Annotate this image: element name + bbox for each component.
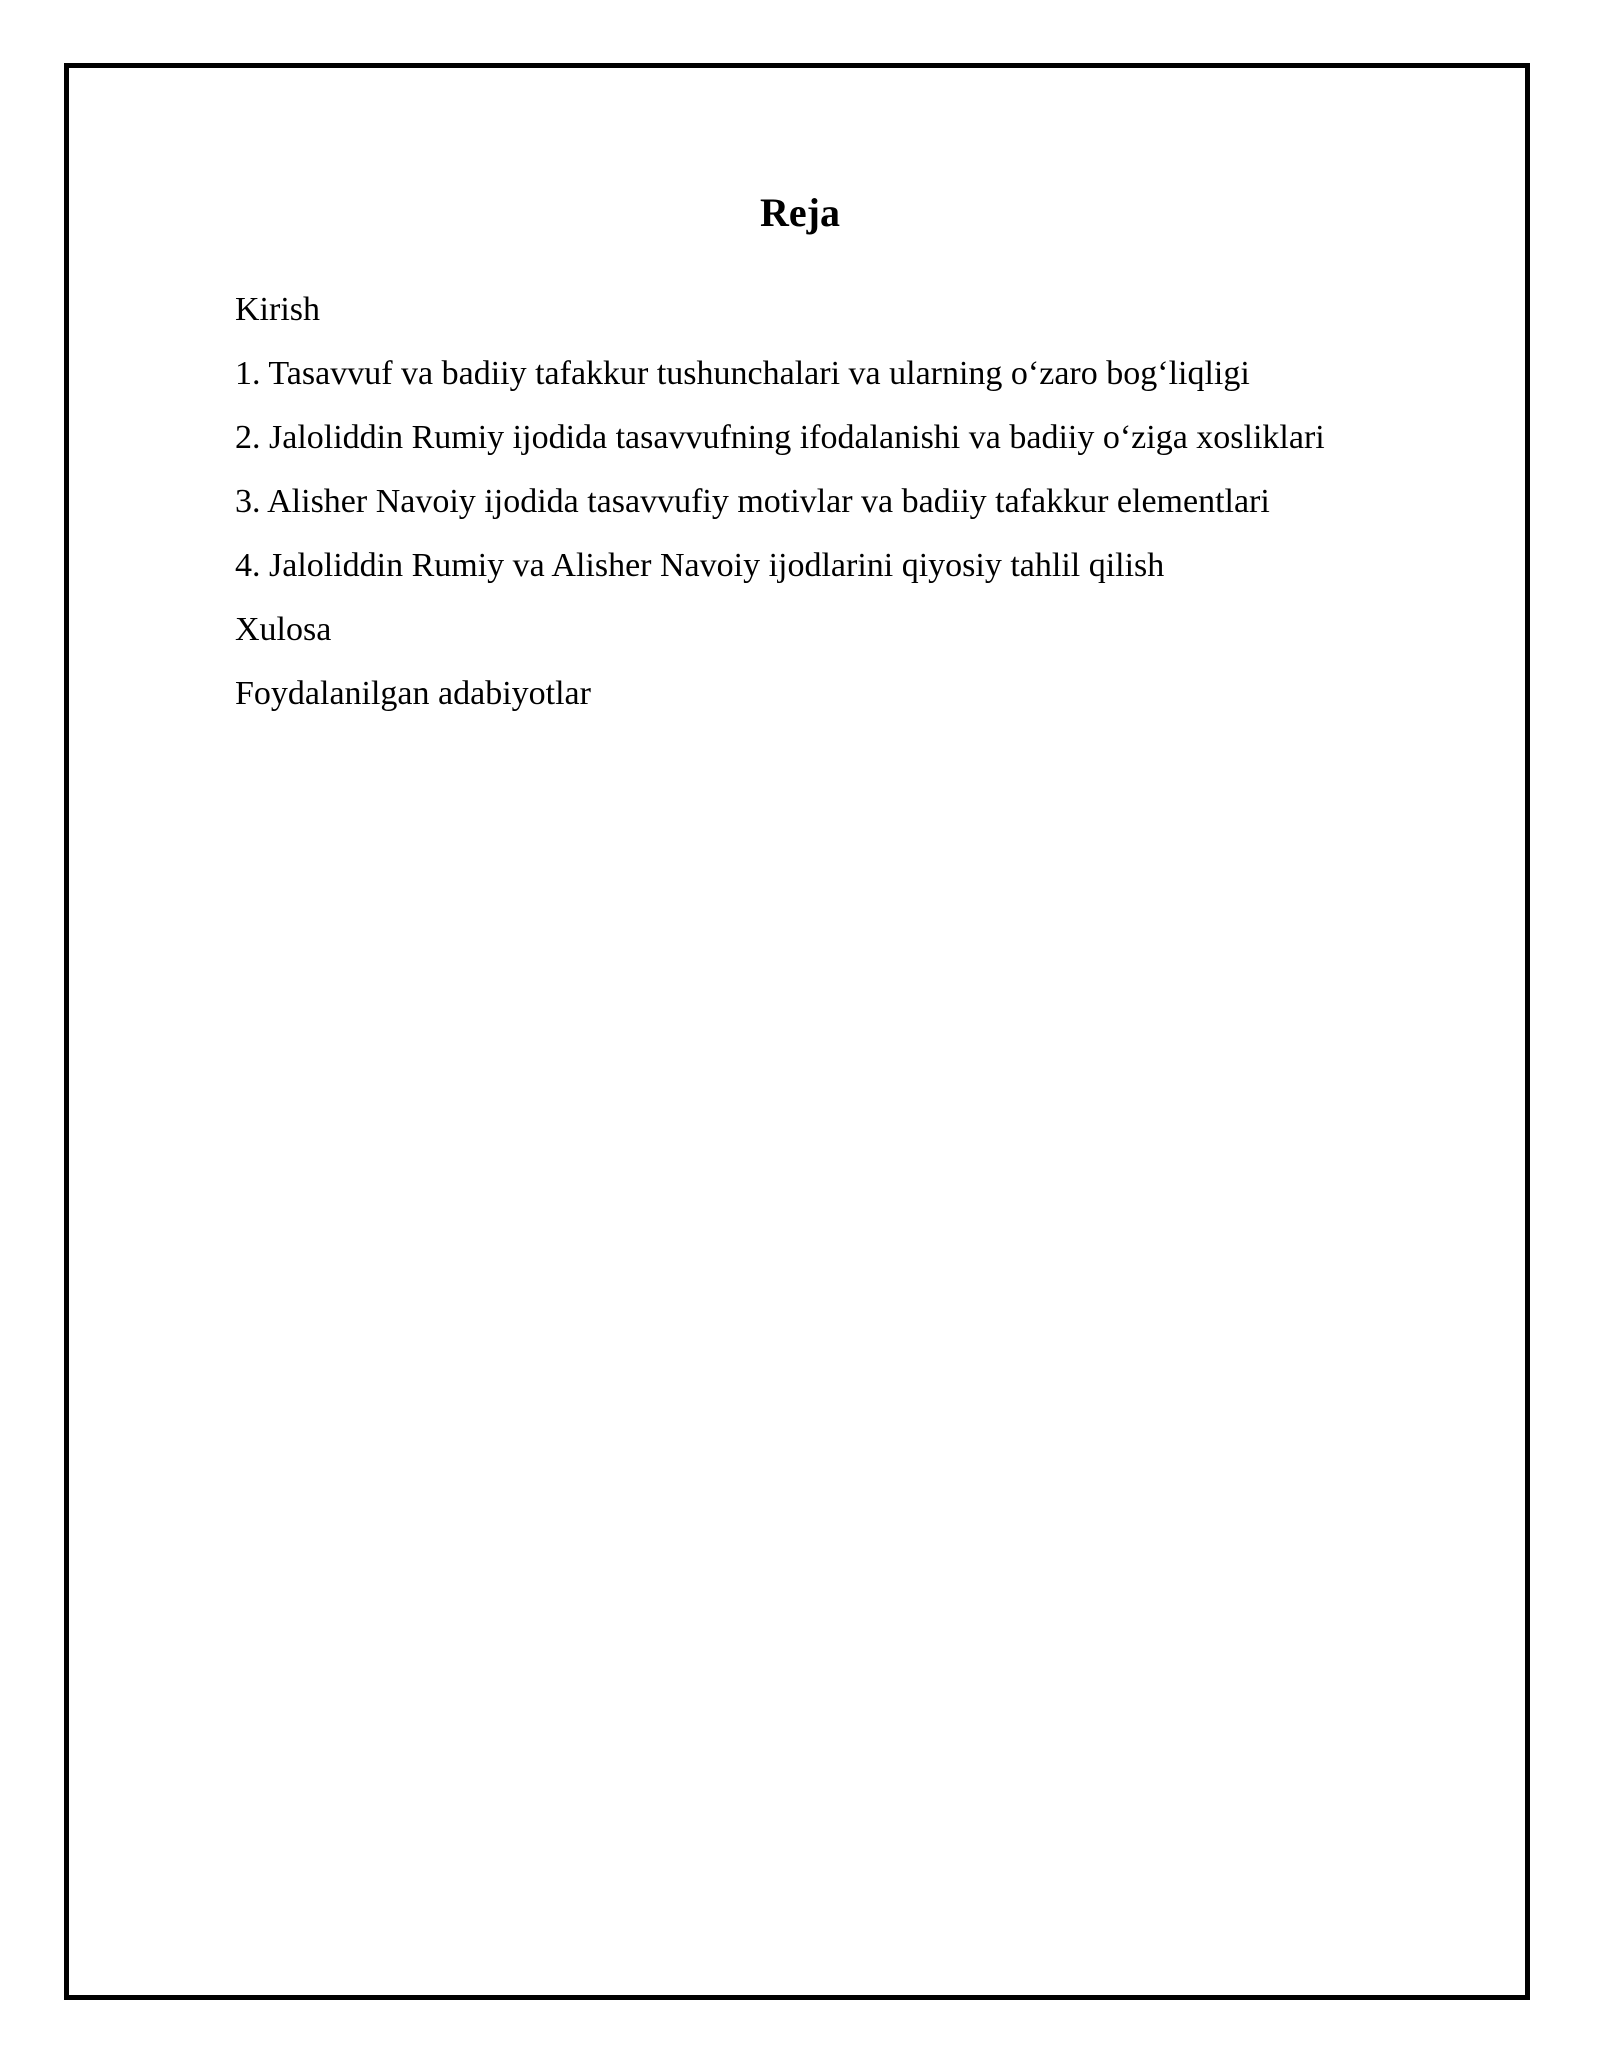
plan-item-3: 3. Alisher Navoiy ijodida tasavvufiy motivlar va badiiy tafakkur elementlari — [235, 483, 1270, 520]
plan-item-introduction: Kirish — [235, 291, 320, 328]
plan-item-4: 4. Jaloliddin Rumiy va Alisher Navoiy ijodlarini qiyosiy tahlil qilish — [235, 547, 1165, 584]
plan-list — [235, 286, 1375, 734]
plan-item-1: 1. Tasavvuf va badiiy tafakkur tushunchalari va ularning o‘zaro bog‘liqligi — [235, 355, 1250, 392]
plan-item-conclusion: Xulosa — [235, 611, 332, 648]
plan-item-2: 2. Jaloliddin Rumiy ijodida tasavvufning ifodalanishi va badiiy o‘ziga xosliklari — [235, 419, 1325, 456]
page-title: Reja — [760, 190, 840, 235]
plan-item-references: Foydalanilgan adabiyotlar — [235, 675, 591, 712]
